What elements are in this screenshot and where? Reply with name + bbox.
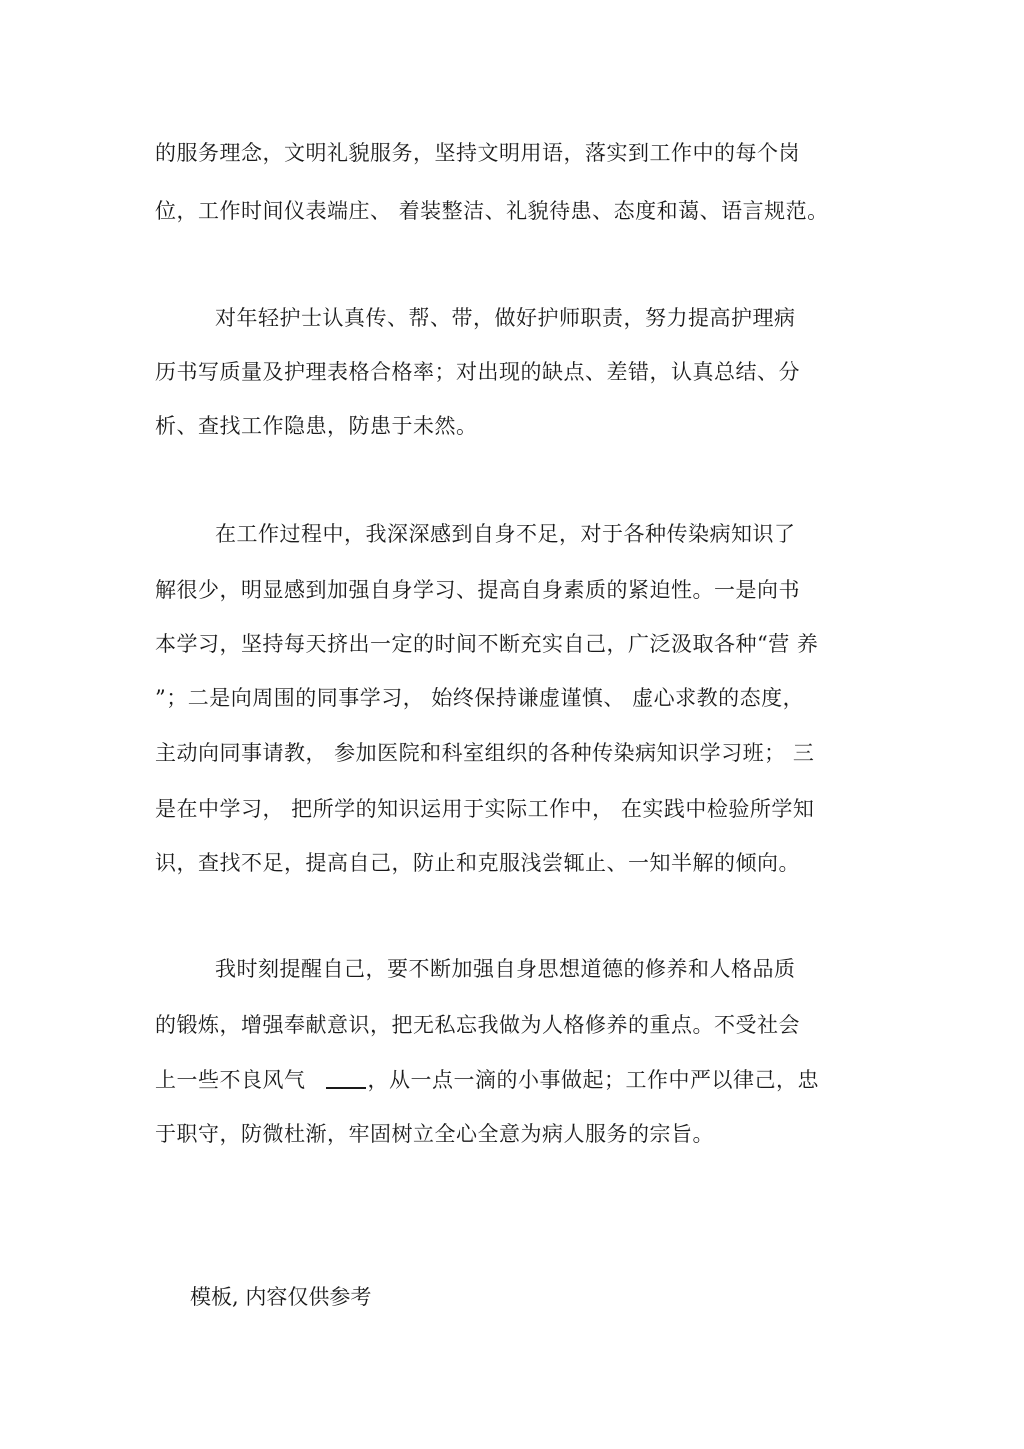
paragraph-2-line-3: 析、查找工作隐患，防患于未然。 <box>155 414 478 438</box>
paragraph-4-line-4: 于职守，防微杜渐，牢固树立全心全意为病人服务的宗旨。 <box>155 1122 714 1146</box>
paragraph-3-line-4: ”；二是向周围的同事学习， 始终保持谦虚谨慎、 虚心求教的态度， <box>155 686 805 710</box>
paragraph-2-line-1: 对年轻护士认真传、帮、带，做好护师职责，努力提高护理病 <box>215 306 796 330</box>
paragraph-3-line-1: 在工作过程中，我深深感到自身不足，对于各种传染病知识了 <box>215 522 796 546</box>
text-after-blank: ，从一点一滴的小事做起；工作中严以律己，忠 <box>367 1068 819 1092</box>
paragraph-3-line-6: 是在中学习， 把所学的知识运用于实际工作中， 在实践中检验所学知 <box>155 797 815 821</box>
paragraph-3-line-7: 识，查找不足，提高自己，防止和克服浅尝辄止、一知半解的倾向。 <box>155 851 800 875</box>
footer-note: 模板, 内容仅供参考 <box>190 1285 372 1309</box>
paragraph-3-line-3: 本学习，坚持每天挤出一定的时间不断充实自己，广泛汲取各种“营 养 <box>155 632 819 656</box>
paragraph-4-line-2: 的锻炼，增强奉献意识，把无私忘我做为人格修养的重点。不受社会 <box>155 1013 800 1037</box>
text-before-blank: 上一些不良风气 <box>155 1068 306 1092</box>
paragraph-1-line-2: 位，工作时间仪表端庄、 着装整洁、礼貌待患、态度和蔼、语言规范。 <box>155 199 829 223</box>
paragraph-4-line-1: 我时刻提醒自己，要不断加强自身思想道德的修养和人格品质 <box>215 957 796 981</box>
fill-in-blank <box>326 1067 366 1089</box>
paragraph-1-line-1: 的服务理念，文明礼貌服务，坚持文明用语，落实到工作中的每个岗 <box>155 141 800 165</box>
paragraph-4-line-3 <box>155 1066 819 1094</box>
paragraph-3-line-5: 主动向同事请教， 参加医院和科室组织的各种传染病知识学习班； 三 <box>155 741 815 765</box>
paragraph-3-line-2: 解很少，明显感到加强自身学习、提高自身素质的紧迫性。一是向书 <box>155 578 800 602</box>
paragraph-2-line-2: 历书写质量及护理表格合格率；对出现的缺点、差错，认真总结、分 <box>155 360 800 384</box>
